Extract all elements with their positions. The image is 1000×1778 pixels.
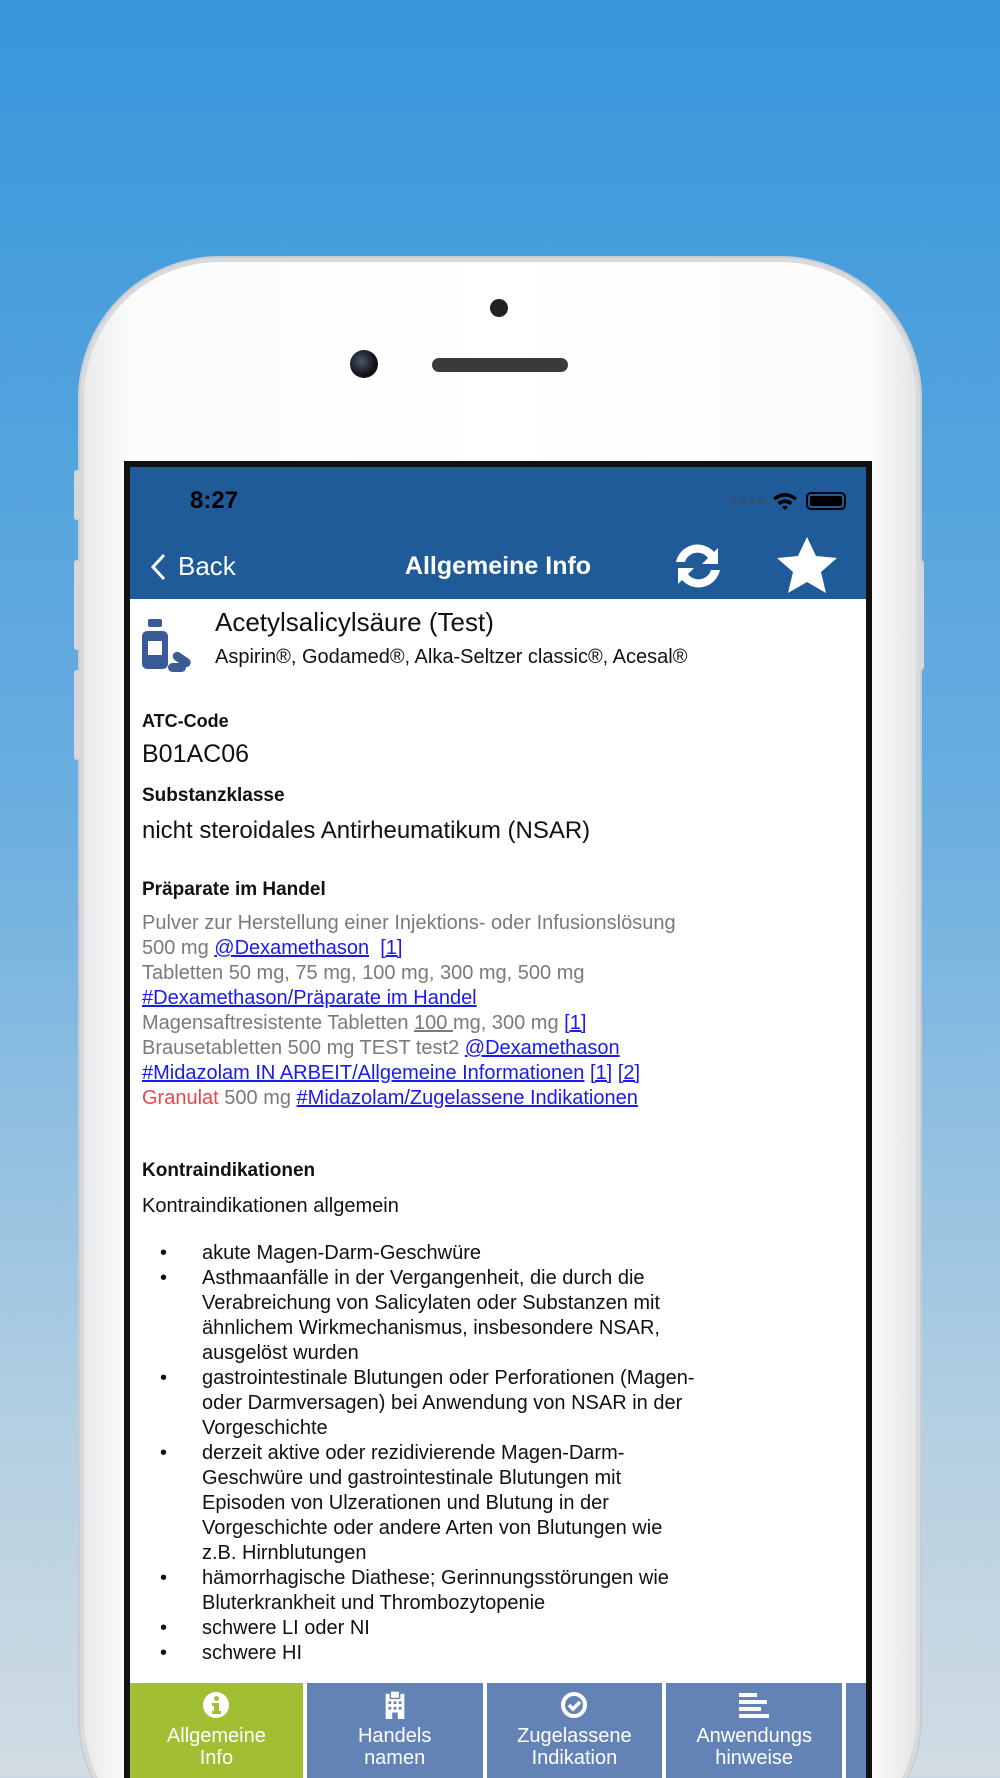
info-icon [202, 1691, 230, 1719]
praeparat-text: Brausetabletten 500 mg TEST test2 [142, 1037, 465, 1059]
kontraindikationen-subtitle: Kontraindikationen allgemein [142, 1195, 399, 1217]
kontraindikation-line: derzeit aktive oder rezidivierende Magen-Darm- [202, 1442, 625, 1464]
praeparat-line [142, 936, 676, 961]
kontraindikation-line: Asthmaanfälle in der Vergangenheit, die durch die [202, 1267, 645, 1289]
kontraindikation-item [160, 1616, 695, 1641]
bullet: • [160, 1242, 168, 1264]
praeparat-line [142, 1036, 676, 1061]
atc-label: ATC-Code [142, 711, 229, 731]
reference-link[interactable]: [2] [617, 1062, 641, 1084]
kontraindikation-line: akute Magen-Darm-Geschwüre [202, 1242, 481, 1264]
kontraindikation-line: oder Darmversagen) bei Anwendung von NSAR in der [202, 1392, 683, 1414]
bullet: • [160, 1567, 168, 1589]
status-icons [731, 491, 846, 511]
praeparate-label: Präparate im Handel [142, 879, 326, 900]
mute-switch [74, 470, 80, 520]
tab-label: Anwendungs [696, 1725, 812, 1747]
dexamethason-praeparate-link[interactable]: #Dexamethason/Präparate im Handel [142, 987, 477, 1009]
navigation-bar [130, 467, 866, 599]
bullet: • [160, 1442, 168, 1464]
kontraindikation-item [160, 1366, 695, 1441]
tab-zugelassene-indikation[interactable] [487, 1683, 667, 1778]
tab-label: Handels [357, 1725, 432, 1747]
earpiece-speaker [432, 358, 568, 372]
kontraindikation-text [202, 1441, 662, 1566]
bullet: • [160, 1642, 168, 1664]
kontraindikation-line: gastrointestinale Blutungen oder Perforationen (Magen- [202, 1367, 695, 1389]
kontraindikation-item [160, 1241, 695, 1266]
bullet: • [160, 1367, 168, 1389]
power-button [918, 560, 924, 670]
midazolam-indikationen-link[interactable]: #Midazolam/Zugelassene Indikationen [296, 1087, 638, 1109]
kontraindikation-item [160, 1641, 695, 1666]
favorite-star-icon[interactable] [775, 535, 839, 595]
praeparat-text: Magensaftresistente Tabletten [142, 1012, 415, 1034]
bullet: • [160, 1267, 168, 1289]
bottom-tab-bar [130, 1683, 866, 1778]
praeparat-text: 500 mg [218, 1087, 297, 1109]
screen [124, 461, 872, 1778]
kontraindikationen-list [160, 1241, 695, 1666]
align-left-icon [737, 1691, 771, 1719]
dexamethason-link[interactable]: @Dexamethason [214, 937, 370, 959]
volume-down-button [74, 670, 80, 760]
granulat-text: Granulat [142, 1087, 219, 1109]
tab-label: Allgemeine [166, 1725, 266, 1747]
reference-link[interactable]: [1] [380, 937, 403, 959]
back-label: Back [178, 551, 236, 581]
tab-handelsnamen[interactable] [307, 1683, 487, 1778]
kontraindikation-item [160, 1441, 695, 1566]
praeparat-line [142, 1086, 676, 1111]
kontraindikation-line: Episoden von Ulzerationen und Blutung in der [202, 1492, 609, 1514]
praeparat-line: Tabletten 50 mg, 75 mg, 100 mg, 300 mg, 500 mg [142, 962, 585, 984]
page-title: Allgemeine Info [404, 552, 592, 580]
kontraindikation-line: Vorgeschichte oder andere Arten von Blutungen wie [202, 1517, 663, 1539]
signal-icon [731, 498, 764, 504]
kontraindikation-line: Geschwüre und gastrointestinale Blutungen mit [202, 1467, 622, 1489]
tab-label: namen [364, 1747, 426, 1769]
wifi-icon [772, 491, 798, 511]
proximity-sensor [490, 299, 508, 317]
tab-more-partial[interactable] [846, 1683, 866, 1778]
volume-up-button [74, 560, 80, 650]
kontraindikation-text [202, 1241, 481, 1266]
bullet: • [160, 1617, 168, 1639]
kontraindikation-line: ähnlichem Wirkmechanismus, insbesondere NSAR, [202, 1317, 660, 1339]
tab-label: Info [199, 1747, 234, 1769]
tab-allgemeine-info[interactable] [130, 1683, 307, 1778]
kontraindikation-line: schwere HI [202, 1642, 303, 1664]
kontraindikation-line: Vorgeschichte [202, 1417, 328, 1439]
refresh-icon[interactable] [668, 538, 728, 594]
kontraindikation-text [202, 1566, 669, 1616]
reference-link[interactable]: [1] [564, 1012, 587, 1034]
kontraindikation-line: Verabreichung von Salicylaten oder Substanzen mit [202, 1292, 661, 1314]
dexamethason-link[interactable]: @Dexamethason [464, 1037, 620, 1059]
kontraindikation-line: hämorrhagische Diathese; Gerinnungsstörungen wie [202, 1567, 669, 1589]
brand-names: Aspirin®, Godamed®, Alka-Seltzer classic®, Acesal® [215, 646, 688, 668]
substanzklasse-label: Substanzklasse [142, 785, 285, 806]
kontraindikation-line: Bluterkrankheit und Thrombozytopenie [202, 1592, 546, 1614]
kontraindikation-text [202, 1616, 370, 1641]
praeparate-list [142, 911, 676, 1111]
check-circle-icon [560, 1691, 588, 1719]
kontraindikation-line: z.B. Hirnblutungen [202, 1542, 367, 1564]
kontraindikation-text [202, 1366, 695, 1441]
reference-link[interactable]: [1] [589, 1062, 613, 1084]
praeparat-line [142, 1011, 676, 1036]
status-time: 8:27 [190, 487, 239, 514]
kontraindikation-line: ausgelöst wurden [202, 1342, 359, 1364]
praeparat-text: 500 mg [142, 937, 215, 959]
praeparat-text: mg, 300 mg [452, 1012, 565, 1034]
substanzklasse-value: nicht steroidales Antirheumatikum (NSAR) [142, 817, 591, 844]
atc-value: B01AC06 [142, 740, 250, 768]
medication-icon [138, 617, 194, 673]
kontraindikation-item [160, 1566, 695, 1616]
tab-label: Indikation [531, 1747, 618, 1769]
tab-anwendungshinweise[interactable] [666, 1683, 846, 1778]
hospital-icon [382, 1691, 408, 1719]
kontraindikation-text [202, 1641, 302, 1666]
praeparat-dose: 100 [414, 1012, 453, 1034]
midazolam-info-link[interactable]: #Midazolam IN ARBEIT/Allgemeine Informationen [142, 1062, 585, 1084]
front-camera [350, 350, 378, 378]
kontraindikationen-label: Kontraindikationen [142, 1160, 316, 1181]
battery-icon [806, 492, 846, 510]
tab-label: hinweise [715, 1747, 794, 1769]
kontraindikation-text [202, 1266, 660, 1366]
praeparat-line: Pulver zur Herstellung einer Injektions- oder Infusionslösung [142, 912, 676, 934]
drug-name: Acetylsalicylsäure (Test) [215, 607, 494, 637]
kontraindikation-line: schwere LI oder NI [202, 1617, 370, 1639]
tab-label: Zugelassene [517, 1725, 632, 1747]
kontraindikation-item [160, 1266, 695, 1366]
